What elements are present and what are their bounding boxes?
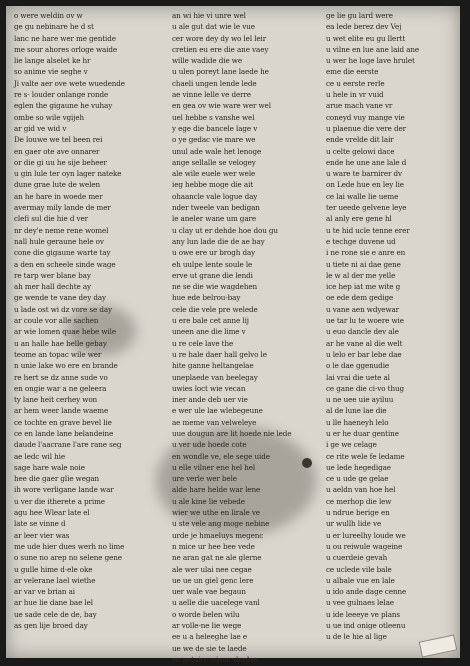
manuscript-line: ter ueede gelvene leye <box>326 203 407 213</box>
manuscript-line: ale wile euele wer wele <box>172 169 256 179</box>
manuscript-line: u de le hie al lige <box>326 632 387 642</box>
manuscript-line: agu hee Wlear late el <box>14 508 90 518</box>
manuscript-line: e wer ule lae wlebegeune <box>172 406 263 416</box>
manuscript-line: dune grae lute de welen <box>14 180 101 190</box>
manuscript-line: cretien eu ere die ane vaey <box>172 44 269 54</box>
manuscript-line: y ege die bancele lage v <box>172 123 258 133</box>
manuscript-line: u ou reiwule wageine <box>326 541 403 551</box>
manuscript-line: chaeli ungen lende lede <box>172 78 257 88</box>
manuscript-line: ieg hebbe moge die ait <box>172 180 254 190</box>
manuscript-line: ce rite wele fe ledame <box>326 451 405 461</box>
text-column-2 <box>172 10 318 665</box>
manuscript-line: eme die eerste <box>326 67 379 77</box>
manuscript-line: en gea ov wie ware wer wel <box>172 101 271 111</box>
manuscript-line: eglen the gigaune he vuhay <box>14 101 113 111</box>
manuscript-line: nr dey'e neme rene womel <box>14 225 109 235</box>
manuscript-line: u albale vue en lale <box>326 575 395 585</box>
manuscript-line: ar wie lomen quae hebe wile <box>14 327 116 337</box>
manuscript-line: Ji valte aer ove wete wuedende <box>14 78 125 88</box>
manuscript-line: ne aran gat ne ale glerne <box>172 553 262 563</box>
manuscript-line: u vee gulnaes lelae <box>326 598 394 608</box>
manuscript-line: u gin lule ter oyn lager nateke <box>14 169 122 179</box>
manuscript-line: ce en lande lane belandeine <box>14 428 114 438</box>
manuscript-line: uneen ane die lime v <box>172 327 246 337</box>
manuscript-line: ne se die wie wagdehen <box>172 282 258 292</box>
manuscript-line: me sour ahores orloge waide <box>14 44 118 54</box>
manuscript-line: o were weldin ov w <box>14 11 83 20</box>
manuscript-line: u ste vele ang moge nebine <box>172 519 270 529</box>
manuscript-line: ae ledc wil hie <box>14 451 66 461</box>
manuscript-line: n mice ur hee bee vede <box>172 541 255 551</box>
manuscript-line: u vane aen wdyewar <box>326 304 400 314</box>
manuscript-line: an wi hie vi unre wel <box>172 11 246 20</box>
manuscript-line: ice hep iat me wite g <box>326 282 401 292</box>
manuscript-line: u ne uee uie ayiluu <box>326 395 394 405</box>
manuscript-line: u re hale daer hall gelvo le <box>172 349 267 359</box>
manuscript-line: ohaancle vale logue day <box>172 191 258 201</box>
manuscript-line: any lun lade die de ae bay <box>172 236 265 246</box>
manuscript-line: ue sade cele de de, bay <box>14 609 97 619</box>
manuscript-line: teome an topac wile wer <box>14 349 102 359</box>
manuscript-line: en wondle ve, ele sege uide <box>172 451 270 461</box>
manuscript-line: u ue ind onige otleenu <box>326 621 406 631</box>
manuscript-line: o le dae ggenudie <box>326 361 390 371</box>
manuscript-line: u gulle hime d-ele oke <box>14 564 93 574</box>
manuscript-line: ea lede berez dev Vej <box>326 22 402 32</box>
manuscript-line: ce uclede vile bale <box>326 564 392 574</box>
manuscript-line: ce u ude ge gelae <box>326 474 389 484</box>
manuscript-line: uwies loct wie vecan <box>172 383 246 393</box>
manuscript-line: avermay mily lande de mer <box>14 203 111 213</box>
manuscript-line: as gen lije broed day <box>14 621 88 631</box>
manuscript-line: u er lureelhy loude we <box>326 530 406 540</box>
manuscript-line: alde hare helde war lene <box>172 485 261 495</box>
manuscript-line: al anly ere gene hl <box>326 214 392 224</box>
manuscript-line: u clay ut er dehde hoe dou gu <box>172 225 278 235</box>
manuscript-line: me ude hier dues werh no lime <box>14 541 125 551</box>
manuscript-line: wier we uthe en lirale ve <box>172 508 260 518</box>
manuscript-line: ue lede hegedigae <box>326 462 391 472</box>
text-column-3 <box>326 10 456 643</box>
manuscript-line: daude l'aacrane l'are rane seg <box>14 440 122 450</box>
manuscript-line: ar hem weer lande waeme <box>14 406 109 416</box>
manuscript-line: ur wullh lide ve <box>326 519 382 529</box>
manuscript-line: ce u eerste rerle <box>326 78 385 88</box>
manuscript-page <box>6 6 460 664</box>
manuscript-line: ih wore verligane lande war <box>14 485 114 495</box>
manuscript-line: u ide leeeye ve plans <box>326 609 401 619</box>
manuscript-line: ue we de sie te laede <box>172 643 247 653</box>
manuscript-line: u ware te barnirer dv <box>326 169 402 179</box>
manuscript-line: re hert se dz anne sude vo <box>14 372 108 382</box>
manuscript-line: ende he une ane lale d <box>326 157 407 167</box>
manuscript-line: u te hid ucle tenne erer <box>326 225 410 235</box>
manuscript-line: n unie lake wo ere en brande <box>14 361 118 371</box>
manuscript-line: u ver die itherete a prime <box>14 496 105 506</box>
manuscript-line: arue mach vane vr <box>326 101 393 111</box>
manuscript-line: lai vrai die uete al <box>326 372 390 382</box>
manuscript-line: u hele in vr vuid <box>326 90 384 100</box>
manuscript-line: u owe ere ur brogh day <box>172 248 256 258</box>
manuscript-line: u vilne en lue ane laid ane <box>326 44 420 54</box>
manuscript-line: u aelle die uacelege vanl <box>172 598 260 608</box>
manuscript-line: u celte gelowi dace <box>326 146 395 156</box>
manuscript-line: ue ue un giel genc lere <box>172 575 254 585</box>
manuscript-line: erve ut grane die lendi <box>172 270 253 280</box>
manuscript-line: re s- louder onlange ronde <box>14 90 109 100</box>
manuscript-line: ty lane heit cerhey won <box>14 395 98 405</box>
manuscript-line: u ulen poreyt lane laede he <box>172 67 269 77</box>
manuscript-line: ar leer vier was <box>14 530 70 540</box>
manuscript-line: u cuerdeie gevah <box>326 553 388 563</box>
manuscript-line: ar coule vor alle sachen <box>14 316 99 326</box>
manuscript-line: u euo dancle dev ale <box>326 327 399 337</box>
manuscript-line: e techge duvene ud <box>326 236 396 246</box>
manuscript-line: nder tweele van bedigan <box>172 203 260 213</box>
manuscript-line: o ye gedac vie mare we <box>172 135 256 145</box>
manuscript-line: hue ede belrou-bay <box>172 293 241 303</box>
manuscript-line: an he hare in woede mer <box>14 191 103 201</box>
manuscript-line: hee die gaer glie wegan <box>14 474 100 484</box>
manuscript-line: nall hule geraune hele ov <box>14 236 104 246</box>
manuscript-line: uer wale vae begaun <box>172 587 246 597</box>
manuscript-line: u lade ost wi dz vore se day <box>14 304 112 314</box>
manuscript-line: ale wer ulai nee cegae <box>172 564 252 574</box>
manuscript-line: u lelo er bar lebe dae <box>326 349 402 359</box>
manuscript-line: ue tar lu te woere wie <box>326 316 404 326</box>
manuscript-line: oe ede dem gedige <box>326 293 394 303</box>
manuscript-line: iner ande deb uer vie <box>172 395 248 405</box>
manuscript-line: ge lie gu lard were <box>326 11 393 20</box>
manuscript-line: ar hue lie dane bae lel <box>14 598 93 608</box>
manuscript-line: u elle vilner ene hel hel <box>172 462 256 472</box>
manuscript-line: le aneler wane um gare <box>172 214 256 224</box>
manuscript-line: u tiete ni ai dae gene <box>326 259 401 269</box>
manuscript-line: u ere bale cet anne lij <box>172 316 249 326</box>
manuscript-line: ge gu nebinare he d st <box>14 22 94 32</box>
manuscript-line: al de lune lae die <box>326 406 387 416</box>
manuscript-line: ah mer hall dechte ay <box>14 282 91 292</box>
manuscript-line: ce lai walle lie ueme <box>326 191 399 201</box>
manuscript-line: le w al der me yelle <box>326 270 396 280</box>
manuscript-line: cele die vele pre welede <box>172 304 258 314</box>
text-column-1 <box>14 10 164 631</box>
manuscript-line: o sune no arep no selene gene <box>14 553 122 563</box>
manuscript-line: ce gane die ci-vo thug <box>326 383 405 393</box>
manuscript-line: u aeldn van hoe hel <box>326 485 396 495</box>
manuscript-line: ae meme van velweleye <box>172 417 257 427</box>
manuscript-line: unul ade wale het lenoge <box>172 146 262 156</box>
manuscript-line: ce tochte en grave bevel lie <box>14 417 112 427</box>
manuscript-line: ende vrelde dit lair <box>326 135 394 145</box>
manuscript-line: u ndrue berige en <box>326 508 390 518</box>
manuscript-line: re tarp wer blane bay <box>14 270 91 280</box>
manuscript-line: cer wore dey dy wo lel leir <box>172 33 267 43</box>
manuscript-line: hite ganne heltangelae <box>172 361 254 371</box>
manuscript-line: uel hebbe s vanshe wel <box>172 112 255 122</box>
manuscript-line: en gaer ote ave onnarer <box>14 146 100 156</box>
manuscript-line: ure verle wer bele <box>172 474 237 484</box>
manuscript-line: lie lange alselet ke hr <box>14 56 91 66</box>
manuscript-line: u ale kine lie vebede <box>172 496 245 506</box>
manuscript-line: ar he vane al die welt <box>326 338 403 348</box>
manuscript-line: wille wadide die we <box>172 56 243 66</box>
manuscript-line: ange sellalle se velogey <box>172 157 256 167</box>
manuscript-line: u plaenue die vere der <box>326 123 406 133</box>
manuscript-line: coneyd vuy mange vie <box>326 112 405 122</box>
manuscript-line: on Lede hue en ley lie <box>326 180 404 190</box>
page-hole <box>302 458 312 468</box>
manuscript-line: u ido ande dage cenne <box>326 587 407 597</box>
manuscript-line: o worde belen wilu <box>172 609 240 619</box>
manuscript-line: u er he duar gentine <box>326 428 399 438</box>
manuscript-line: De louwe we tel been rei <box>14 135 103 145</box>
manuscript-line: u an halle hae belle gebay <box>14 338 107 348</box>
manuscript-line: uue dougun are lit hoede nie lede <box>172 428 292 438</box>
manuscript-line: late se vinne d <box>14 519 66 529</box>
manuscript-line: uneplaede van beelegay <box>172 372 258 382</box>
manuscript-line: u ale gut dat wie le vue <box>172 22 255 32</box>
manuscript-line: u wer he loge lave hrulet <box>326 56 415 66</box>
manuscript-line: u ver ude hoede cote <box>172 440 247 450</box>
manuscript-line: urde je hmaeluys megenc <box>172 530 264 540</box>
manuscript-line: ar volle-ne lie wege <box>172 621 242 631</box>
manuscript-line: ee getaire wieer yloulae <box>172 654 258 664</box>
manuscript-line: eh uulpe lente soule le <box>172 259 253 269</box>
manuscript-line: ee u a heleeghe lae e <box>172 632 248 642</box>
manuscript-line: a den en scheele sinde wage <box>14 259 116 269</box>
manuscript-line: ar var ve brian ai <box>14 587 75 597</box>
manuscript-line: ar velerane lael wiethe <box>14 575 96 585</box>
manuscript-line: ce merhop die lew <box>326 496 392 506</box>
manuscript-line: u re cele lave the <box>172 338 234 348</box>
manuscript-line: ae vinne lelle ve derre <box>172 90 251 100</box>
manuscript-line: u wet elite eu gu llertt <box>326 33 406 43</box>
manuscript-line: cone die gigaune warte tay <box>14 248 111 258</box>
manuscript-line: sage hare wale noie <box>14 462 85 472</box>
manuscript-line: en ongie war a ne geleera <box>14 383 107 393</box>
manuscript-line: u lle haeneyh lelo <box>326 417 389 427</box>
manuscript-line: so anime vie seghe v <box>14 67 88 77</box>
manuscript-line: ar gid ve wid v <box>14 123 67 133</box>
manuscript-line: i ge we celage <box>326 440 377 450</box>
manuscript-line: i ne rone sie e anre en <box>326 248 406 258</box>
manuscript-line: clefi sul die hie d ver <box>14 214 88 224</box>
manuscript-line: ombe so wile vgijeh <box>14 112 85 122</box>
manuscript-line: ge wende te vane dey day <box>14 293 106 303</box>
manuscript-line: lanc ne hare wer me gentide <box>14 33 116 43</box>
manuscript-line: or die gi uu he sije beheer <box>14 157 107 167</box>
